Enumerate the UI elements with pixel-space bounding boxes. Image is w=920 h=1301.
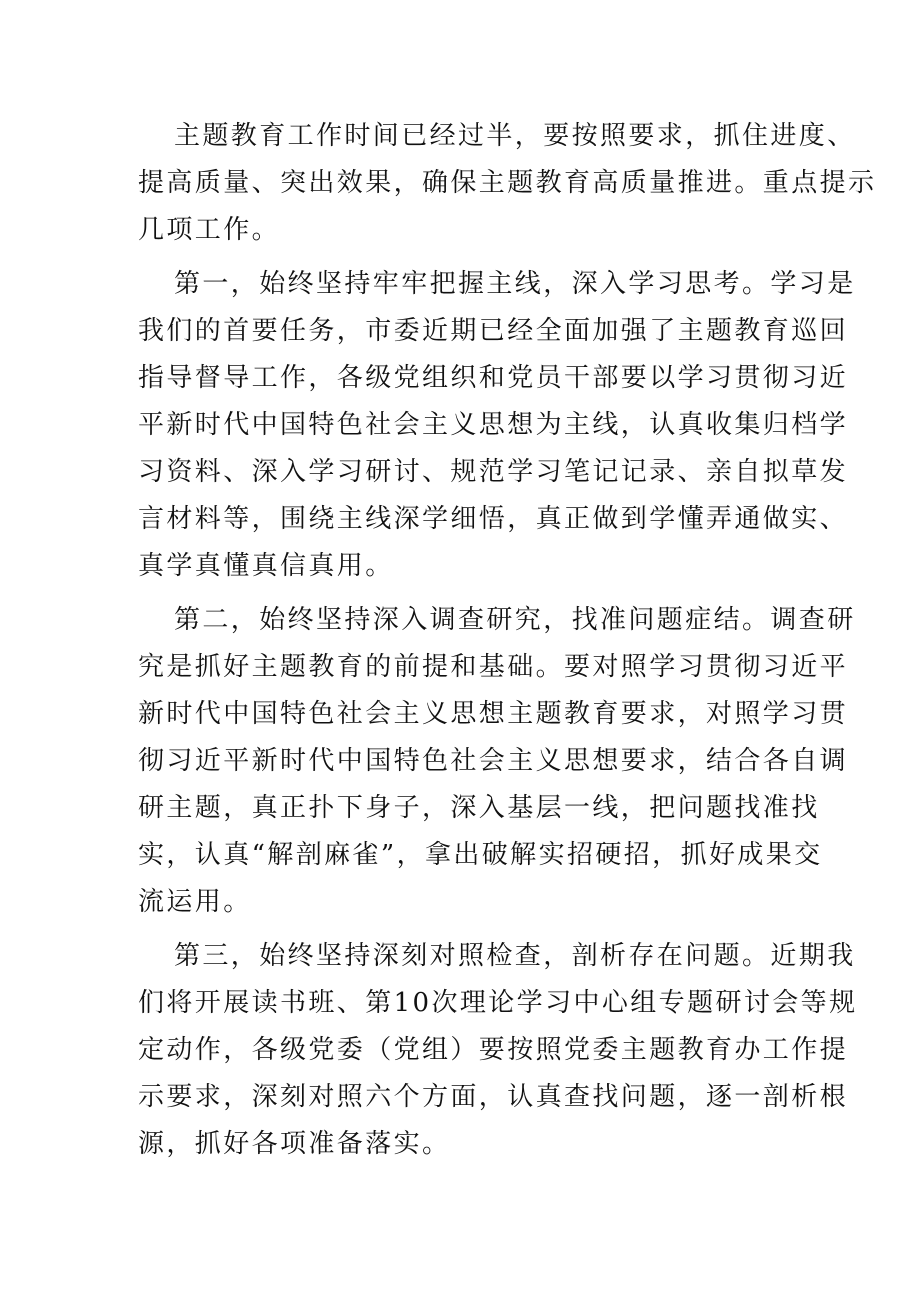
text-line: 言材料等，围绕主线深学细悟，真正做到学懂弄通做实、 [138,504,849,534]
text-line: 新时代中国特色社会主义思想主题教育要求，对照学习贯 [138,699,849,729]
document-body [138,113,877,1175]
text-line: 几项工作。 [138,215,281,245]
text-line: 指导督导工作，各级党组织和党员干部要以学习贯彻习近 [138,363,849,393]
text-line: 示要求，深刻对照六个方面，认真查找问题，逐一剖析根 [138,1082,849,1112]
text-line: 真学真懂真信真用。 [138,551,394,581]
text-line: 实，认真“解剖麻雀”，拿出破解实招硬招，抓好成果交 [138,840,823,870]
paragraph-second-point [138,597,856,926]
text-line: 第三，始终坚持深刻对照检查，剖析存在问题。近期我 [174,941,856,971]
paragraph-intro [138,113,877,254]
text-line: 究是抓好主题教育的前提和基础。要对照学习贯彻习近平 [138,652,849,682]
text-line: 研主题，真正扑下身子，深入基层一线，把问题找准找 [138,793,820,823]
text-line: 我们的首要任务，市委近期已经全面加强了主题教育巡回 [138,316,849,346]
paragraph-third-point [138,933,858,1168]
text-line: 定动作，各级党委（党组）要按照党委主题教育办工作提 [138,1035,849,1065]
text-line: 们将开展读书班、第10次理论学习中心组专题研讨会等规 [138,988,858,1018]
text-line: 第二，始终坚持深入调查研究，找准问题症结。调查研 [174,605,856,635]
paragraph-first-point [138,261,856,590]
text-line: 第一，始终坚持牢牢把握主线，深入学习思考。学习是 [174,269,856,299]
text-line: 平新时代中国特色社会主义思想为主线，认真收集归档学 [138,410,849,440]
text-line: 流运用。 [138,887,252,917]
text-line: 习资料、深入学习研讨、规范学习笔记记录、亲自拟草发 [138,457,849,487]
text-line: 彻习近平新时代中国特色社会主义思想要求，结合各自调 [138,746,849,776]
text-line: 提高质量、突出效果，确保主题教育高质量推进。重点提示 [138,168,877,198]
text-line: 源，抓好各项准备落实。 [138,1129,451,1159]
text-line: 主题教育工作时间已经过半，要按照要求，抓住进度、 [174,121,856,151]
